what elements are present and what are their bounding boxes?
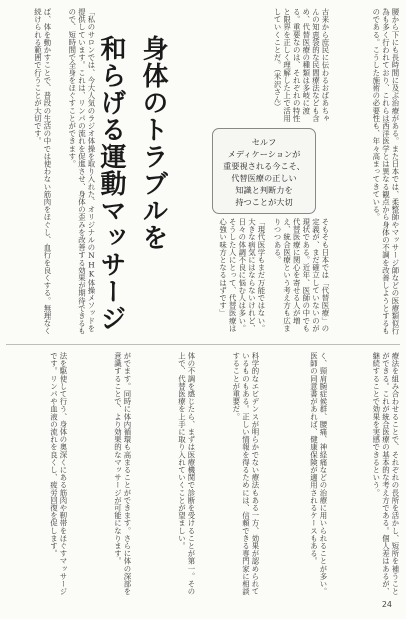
- text-column: がでます。同時に体内循環も高まることができます。さらに体の深部を意識することで、より効果的なマッサージが可能になります。: [113, 352, 132, 596]
- callout-line: 持つことが大切: [235, 197, 293, 207]
- article-title-line1: 身体のトラブルを: [138, 35, 168, 251]
- text-column: 科学的なエビデンスが明らかでない療法もある一方、効果が認められているものもある。正しい情報を得るためには、信頼できる専門家に相談することが重要だ。: [231, 352, 260, 596]
- callout-box: [212, 128, 316, 214]
- text-column: 体の不調を感じたら、まずは医療機関で診断を受けることが第一。その上で、代替医療を上手に取り入れていくことが望ましい。: [177, 352, 196, 596]
- text-column: 療法を組み合わせることで、それぞれの長所を活かし、短所を補うことができる。これが統合医療の基本的な考え方である。個人差はあるが、継続することで効果を実感できるという。: [371, 352, 400, 596]
- section-divider: [6, 344, 400, 345]
- callout-line: メディケーションが: [227, 149, 301, 159]
- text-column: く、頸肩腕症候群、腰痛、神経痛などの治療に用いられることが多い。医師の同意書があれば、健康保険が適用されるケースもある。: [309, 352, 328, 596]
- text-column: そもそも日本では「代替医療」の定義が、まだ確立していないのが現状である。近年、医師の中でも代替医療に関心を寄せる人が増え、統合医療という考え方も広まりつつある。: [273, 218, 330, 332]
- callout-line: 重要視される今こそ、: [223, 161, 305, 171]
- callout-line: セルフ: [251, 137, 277, 147]
- text-column: 古来から庶民に伝わるおばあちゃんの知恵袋的な民間療法なども含め、代替医療の種類は多岐に渡る。重要なのは、それぞれの特性と限界を正しく理解した上で活用していくことだ。（米沢さん）: [273, 8, 330, 122]
- callout-line: 代替医療の正しい: [231, 173, 297, 183]
- text-column: 法を駆使して行う、身体の奥深くにある筋肉や靭帯をほぐすマッサージです。リンパや血液の流れを良くし、疲労回復を促します。: [49, 352, 68, 596]
- text-column: 「私のサロンでは、今大人気のラジオ体操を取り入れた、オリジナルのNHK体操メソッドを提供しています。これは、リンパの流れを促進させ、身体の歪みを改善する効果が期待できるもので、短時間で全身をほぐすことができます。: [67, 8, 96, 335]
- article-title-line2: 和らげる運動マッサージ: [96, 35, 126, 332]
- text-column: 「現代医学もまだ万能ではない。大きな病気にはならないけれど、日々の体調不良に悩む人は多い。そうした人にとって、代替医療は心強い味方となるはずです」: [218, 218, 266, 332]
- text-column: 腰から下にも長時間に及ぶ治療がある。また日本では、柔整師やマッサージ師などの医療類似行為も多く行われており、これらは西洋医学とは異なる観点から身体の不調を改善しようとするものである。こうした施術の必要性も、年々高まってきている。: [371, 8, 400, 335]
- page-number: 24: [381, 600, 392, 609]
- callout-line: 知識と判断力を: [235, 185, 293, 195]
- text-column: ば、体を動かすことで、普段の生活の中では使わない筋肉をほぐし、血行を良くする。無理なく続けられる範囲で行うことが大切です。: [33, 8, 52, 335]
